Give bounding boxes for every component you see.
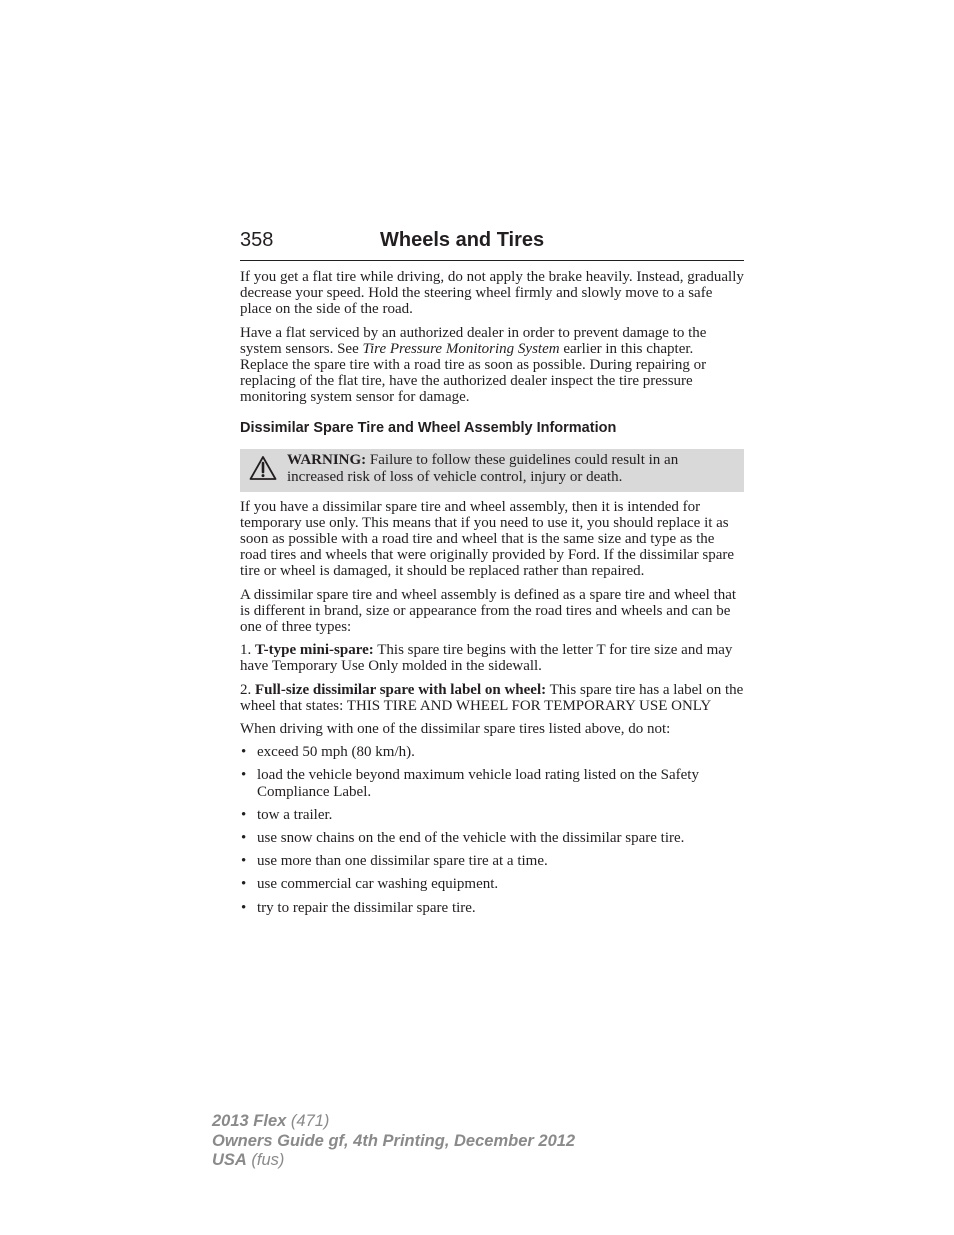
dissimilar-paragraph-2: A dissimilar spare tire and wheel assembly is defined as a spare tire and wheel that is different in brand, size or appearance from the road tires and wheels and can be one of three types: [240, 586, 737, 636]
warning-label: WARNING: [287, 451, 367, 468]
spare-type-number: 2. [240, 681, 255, 698]
warning-triangle-icon [249, 455, 277, 481]
chapter-title: Wheels and Tires [380, 229, 545, 251]
section-heading: Dissimilar Spare Tire and Wheel Assembly Information [240, 419, 617, 436]
page-content [240, 269, 744, 923]
page-header [240, 229, 744, 261]
intro-paragraph-2 [240, 325, 744, 406]
footer-model-line [212, 1112, 575, 1132]
spare-type-number: 1. [240, 642, 255, 659]
bullet: • [241, 806, 247, 823]
list-item [240, 853, 744, 869]
list-item-text: use snow chains on the end of the vehicle with the dissimilar spare tire. [257, 830, 685, 847]
page-number: 358 [240, 229, 274, 251]
intro-paragraph-2-text-after: earlier in this chapter. Replace the spare tire with a road tire as soon as possible. During repairing or replacing of the flat tire, have the authorized dealer inspect the tire pressure monitoring system sensor for damage. [240, 340, 707, 406]
list-item-text: tow a trailer. [257, 806, 333, 823]
spare-type-label: Full-size dissimilar spare with label on wheel: [255, 681, 547, 698]
bullet: • [241, 767, 247, 784]
list-item [240, 744, 744, 760]
bullet: • [241, 744, 247, 761]
bullet: • [241, 830, 247, 847]
intro-paragraph-2-text-before: Have a flat serviced by an authorized dealer in order to prevent damage to the system sensors. See [240, 324, 707, 357]
restrictions-intro: When driving with one of the dissimilar spare tires listed above, do not: [240, 721, 671, 738]
footer-model: 2013 Flex [212, 1112, 287, 1130]
warning-box [240, 449, 744, 492]
footer-market-line [212, 1151, 575, 1171]
footer-model-code: (471) [286, 1112, 330, 1130]
list-item [240, 767, 744, 799]
bullet: • [241, 899, 247, 916]
list-item-text: try to repair the dissimilar spare tire. [257, 899, 476, 916]
footer-market-code: (fus) [246, 1151, 285, 1169]
intro-paragraph-1: If you get a flat tire while driving, do not apply the brake heavily. Instead, gradually decrease your speed. Hold the steering wheel firmly and slowly move to a safe place on the side of the road. [240, 269, 744, 318]
list-item [240, 876, 744, 892]
spare-type-item [240, 642, 744, 674]
list-item-text: load the vehicle beyond maximum vehicle load rating listed on the Safety Compliance Label. [257, 767, 699, 800]
footer-guide-line: Owners Guide gf, 4th Printing, December 2012 [212, 1131, 576, 1150]
spare-type-text: This spare tire has a label on the wheel that states: THIS TIRE AND WHEEL FOR TEMPORARY USE ONLY [240, 681, 744, 714]
document-footer [212, 1112, 575, 1171]
restrictions-list [240, 744, 744, 916]
cross-reference: Tire Pressure Monitoring System [362, 340, 560, 357]
list-item-text: exceed 50 mph (80 km/h). [257, 744, 415, 761]
spare-type-label: T-type mini-spare: [255, 642, 374, 659]
bullet: • [241, 853, 247, 870]
bullet: • [241, 876, 247, 893]
list-item [240, 807, 744, 823]
warning-text: Failure to follow these guidelines could result in an increased risk of loss of vehicle control, injury or death. [287, 451, 679, 485]
footer-market: USA [212, 1151, 247, 1169]
list-item-text: use commercial car washing equipment. [257, 876, 499, 893]
list-item [240, 830, 744, 846]
spare-type-item [240, 682, 744, 714]
spare-type-text: This spare tire begins with the letter T for tire size and may have Temporary Use Only molded in the sidewall. [240, 642, 733, 675]
list-item-text: use more than one dissimilar spare tire at a time. [257, 853, 548, 870]
list-item [240, 900, 744, 916]
dissimilar-paragraph-1: If you have a dissimilar spare tire and wheel assembly, then it is intended for temporary use only. This means that if you need to use it, you should replace it as soon as possible with a road tire and wheel that is the same size and type as the road tires and wheels that were originally provided by Ford. If the dissimilar spare tire or wheel is damaged, it should be replaced rather than repaired. [240, 498, 735, 580]
